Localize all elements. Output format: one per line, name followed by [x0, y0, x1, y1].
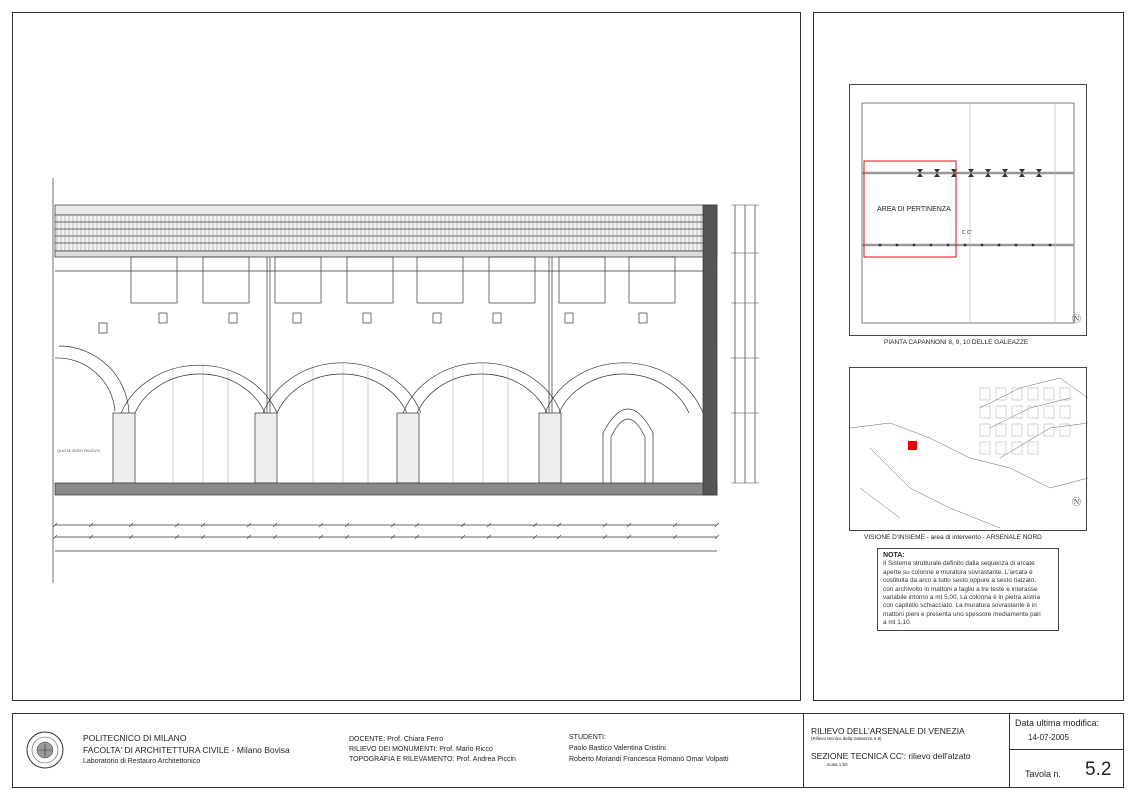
- project-title: RILIEVO DELL'ARSENALE DI VENEZIA: [811, 726, 965, 736]
- side-panel-frame: [813, 12, 1124, 701]
- lab-name: Laboratorio di Restauro Architettonico: [83, 758, 201, 765]
- section-title: SEZIONE TECNICA CC': rilievo dell'alzato: [811, 751, 971, 761]
- elevation-drawing: [13, 13, 802, 702]
- divider: [1009, 714, 1010, 787]
- note-line: con capitello schiacciato. La muratura sovrastante è in: [883, 602, 1037, 610]
- north-arrow-site: Ⓝ: [1072, 497, 1082, 507]
- title-block: [12, 713, 1124, 788]
- north-arrow-plan: Ⓝ: [1072, 314, 1082, 324]
- docente: DOCENTE: Prof. Chiara Ferro: [349, 736, 444, 743]
- area-pertinenza-label: AREA DI PERTINENZA: [877, 206, 951, 213]
- rilievo-professor: RILIEVO DEI MONUMENTI: Prof. Mario Ricco: [349, 746, 493, 753]
- divider: [1009, 749, 1123, 750]
- topografia-professor: TOPOGRAFIA E RILEVAMENTO: Prof. Andrea Piccin: [349, 756, 516, 763]
- students-row-1: Paolo Bastico Valentina Cristini: [569, 745, 666, 752]
- students-label: STUDENTI:: [569, 734, 606, 741]
- note-line: variabile intorno a mt 5,00. La colonna è in pietra aistria: [883, 594, 1041, 602]
- note-title: NOTA:: [883, 552, 905, 559]
- site-map-drawing: [850, 368, 1088, 532]
- note-box: [877, 548, 1059, 631]
- note-line: mattoni pieni e presenta uno spessore mediamente pari: [883, 610, 1041, 618]
- university-seal-logo: [25, 730, 65, 770]
- project-subtitle: (Rilievo tecnico della Galeazza n.9): [811, 736, 882, 741]
- scale-label: scala 1:50: [827, 762, 848, 767]
- university-name: POLITECNICO DI MILANO: [83, 733, 187, 743]
- faculty-name: FACOLTA' DI ARCHITETTURA CIVILE - Milano Bovisa: [83, 745, 290, 755]
- students-row-2: Roberto Morandi Francesca Romanò Omar Volpatti: [569, 756, 729, 763]
- note-line: costituita da arco a tutto sesto oppure a sesto rialzato,: [883, 577, 1037, 585]
- tavola-number: 5.2: [1085, 759, 1112, 780]
- date-value: 14-07-2005: [1028, 733, 1069, 742]
- zero-level-label: QUOTA ZERO RILIEVO: [57, 448, 100, 453]
- divider: [803, 714, 804, 787]
- note-line: aperte su colonne e muratura sovrastante. L'arcata è: [883, 568, 1033, 576]
- plan-caption: PIANTA CAPANNONI 8, 9, 10 DELLE GALEAZZE: [884, 339, 1029, 346]
- right-vertical-label: ARCO LATERALE ATTUALE POSTO: [712, 276, 717, 343]
- main-drawing-frame: [12, 12, 801, 701]
- date-label: Data ultima modifica:: [1015, 718, 1100, 728]
- note-line: a mt 1,10.: [883, 619, 912, 627]
- note-line: Il Sistema strutturale definito dalla sequenza di arcate: [883, 560, 1035, 568]
- cc-section-label: C C': [962, 230, 972, 236]
- tavola-label: Tavola n.: [1025, 769, 1062, 779]
- site-caption: VISIONE D'INSIEME - area di intervento - ARSENALE NORD: [864, 534, 1042, 541]
- note-line: con archivolto in mattoni a taglio a tre teste e interasse: [883, 585, 1038, 593]
- site-map-box: [849, 367, 1087, 531]
- plan-map-box: [849, 84, 1087, 336]
